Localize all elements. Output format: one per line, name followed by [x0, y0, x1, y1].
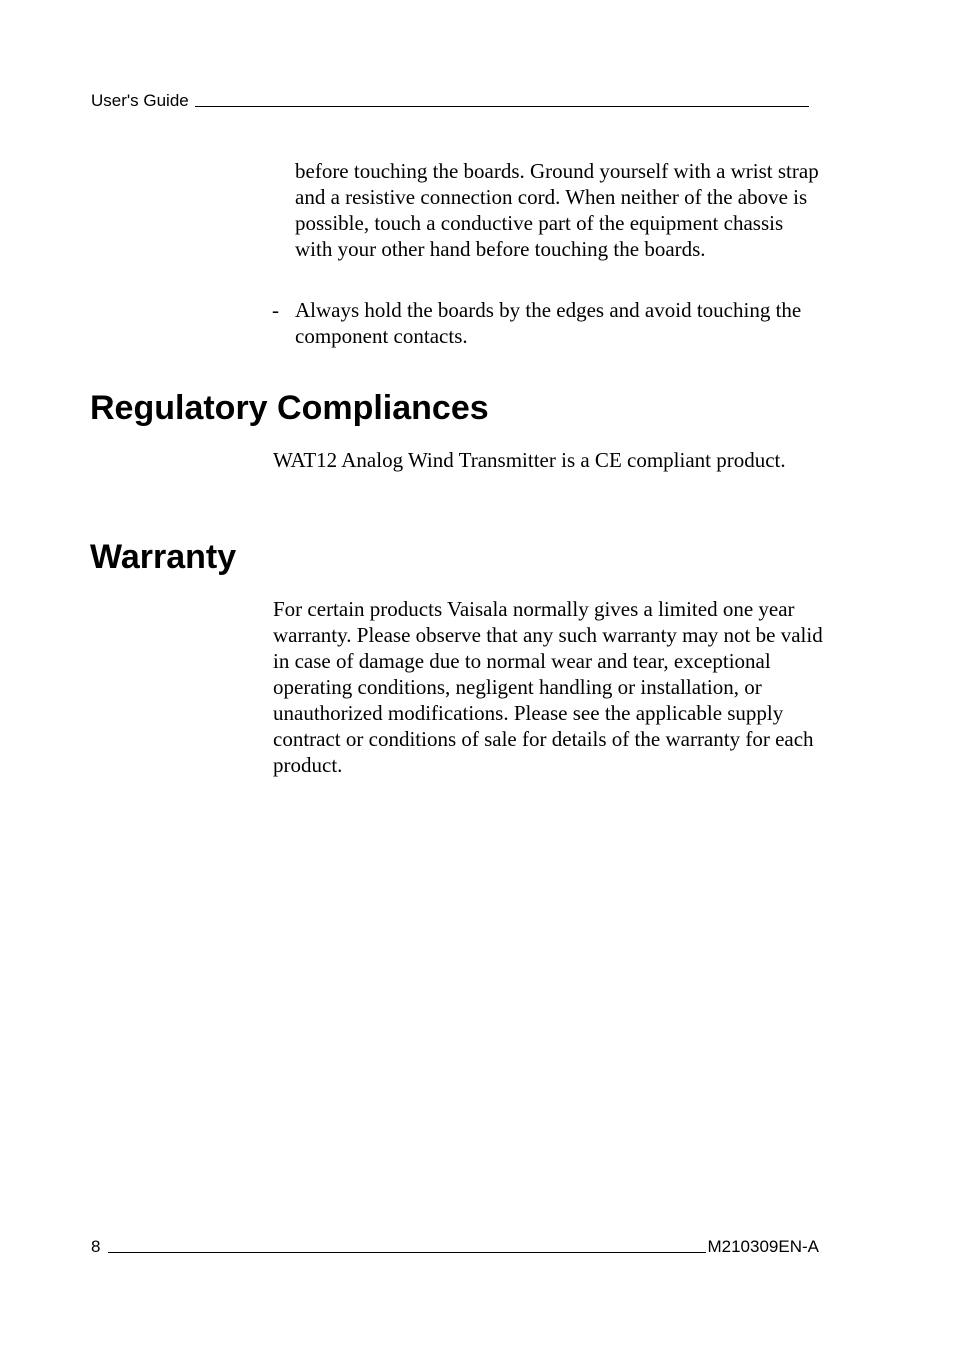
footer-rule	[108, 1252, 706, 1253]
regulatory-paragraph: WAT12 Analog Wind Transmitter is a CE compliant product.	[273, 448, 786, 472]
bullet-text: Always hold the boards by the edges and avoid touching the component contacts.	[295, 298, 802, 348]
warranty-paragraph: For certain products Vaisala normally gives a limited one year warranty. Please observe that any such warranty may not be valid in case of damage due to normal wear and tear, exceptional operating conditions, negligent handling or installation, or unauthorized modifications. Please see the applicable supply contract or conditions of sale for details of the warranty for each product.	[273, 597, 823, 777]
bullet-marker: -	[272, 298, 279, 322]
document-code: M210309EN-A	[707, 1237, 819, 1256]
page-number: 8	[91, 1237, 101, 1256]
warranty-heading: Warranty	[90, 538, 237, 576]
list-item	[272, 297, 832, 349]
page-header	[91, 91, 809, 111]
header-rule	[195, 106, 809, 107]
regulatory-heading: Regulatory Compliances	[90, 389, 489, 427]
esd-continuation-paragraph: before touching the boards. Ground yourself with a wrist strap and a resistive connection cord. When neither of the above is possible, touch a conductive part of the equipment chassis with your other hand before touching the boards.	[295, 159, 819, 261]
header-title: User's Guide	[91, 91, 189, 110]
page-footer	[91, 1237, 819, 1257]
